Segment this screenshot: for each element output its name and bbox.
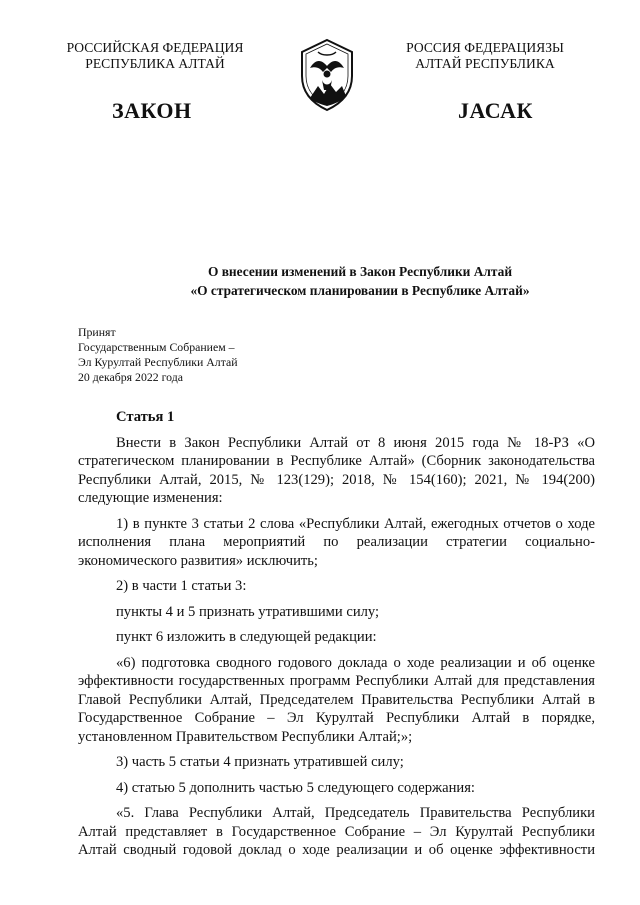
- paragraph: 1) в пункте 3 статьи 2 слова «Республики Алтай, ежегодных отчетов о ходе исполнения плана мероприятий по реализации стратегии социально-экономического развития» исключить;: [78, 515, 595, 569]
- header-left: [40, 40, 270, 72]
- article-heading: Статья 1: [116, 409, 175, 425]
- adoption-line3: Эл Курултай Республики Алтай: [78, 355, 238, 369]
- paragraph: «5. Глава Республики Алтай, Председатель Правительства Республики Алтай представляет в Государственное Собрание – Эл Курултай Республики Алтай сводный годовой доклад о ходе реализации и об оценке эффективности: [78, 805, 595, 858]
- document-title: [80, 262, 640, 300]
- paragraph: Внести в Закон Республики Алтай от 8 июня 2015 года № 18-РЗ «О стратегическом планировании в Республике Алтай» (Сборник законодательства Республики Алтай, 2015, № 123(129); 2018, № 154(160); 2021, № 194(200) следующие изменения:: [78, 434, 595, 506]
- law-title-alt: ЈАСАК: [458, 98, 533, 123]
- law-title-ru: ЗАКОН: [112, 98, 192, 123]
- paragraph: 2) в части 1 статьи 3:: [116, 578, 247, 594]
- coat-of-arms-icon: [296, 38, 358, 112]
- header-right: [370, 40, 600, 72]
- paragraph: 3) часть 5 статьи 4 признать утратившей силу;: [116, 754, 404, 770]
- header-right-line1: РОССИЯ ФЕДЕРАЦИЯЗЫ: [406, 40, 564, 55]
- document-title-line1: О внесении изменений в Закон Республики Алтай: [207, 264, 513, 279]
- header-left-line1: РОССИЙСКАЯ ФЕДЕРАЦИЯ: [66, 40, 244, 55]
- header-left-line2: РЕСПУБЛИКА АЛТАЙ: [85, 56, 225, 71]
- header-right-line2: АЛТАЙ РЕСПУБЛИКА: [415, 56, 555, 71]
- paragraph: «6) подготовка сводного годового доклада о ходе реализации и об оценке эффективности государственных программ Республики Алтай для представления Главой Республики Алтай, Председателем Правительства Республики Алтай в Государственное Собрание – Эл Курултай Республики Алтай в порядке, установленном Правительством Республики Алтай;»;: [78, 654, 595, 745]
- adoption-line1: Принят: [78, 325, 116, 339]
- document-body: [78, 408, 595, 867]
- adoption-line2: Государственным Собранием –: [78, 340, 235, 354]
- paragraph: пункт 6 изложить в следующей редакции:: [116, 629, 377, 645]
- paragraph: пункты 4 и 5 признать утратившими силу;: [116, 603, 380, 620]
- document-title-line2: «О стратегическом планировании в Республике Алтай»: [190, 283, 530, 298]
- adoption-block: [78, 325, 238, 385]
- paragraph: 4) статью 5 дополнить частью 5 следующего содержания:: [116, 779, 475, 796]
- adoption-date: 20 декабря 2022 года: [78, 370, 183, 384]
